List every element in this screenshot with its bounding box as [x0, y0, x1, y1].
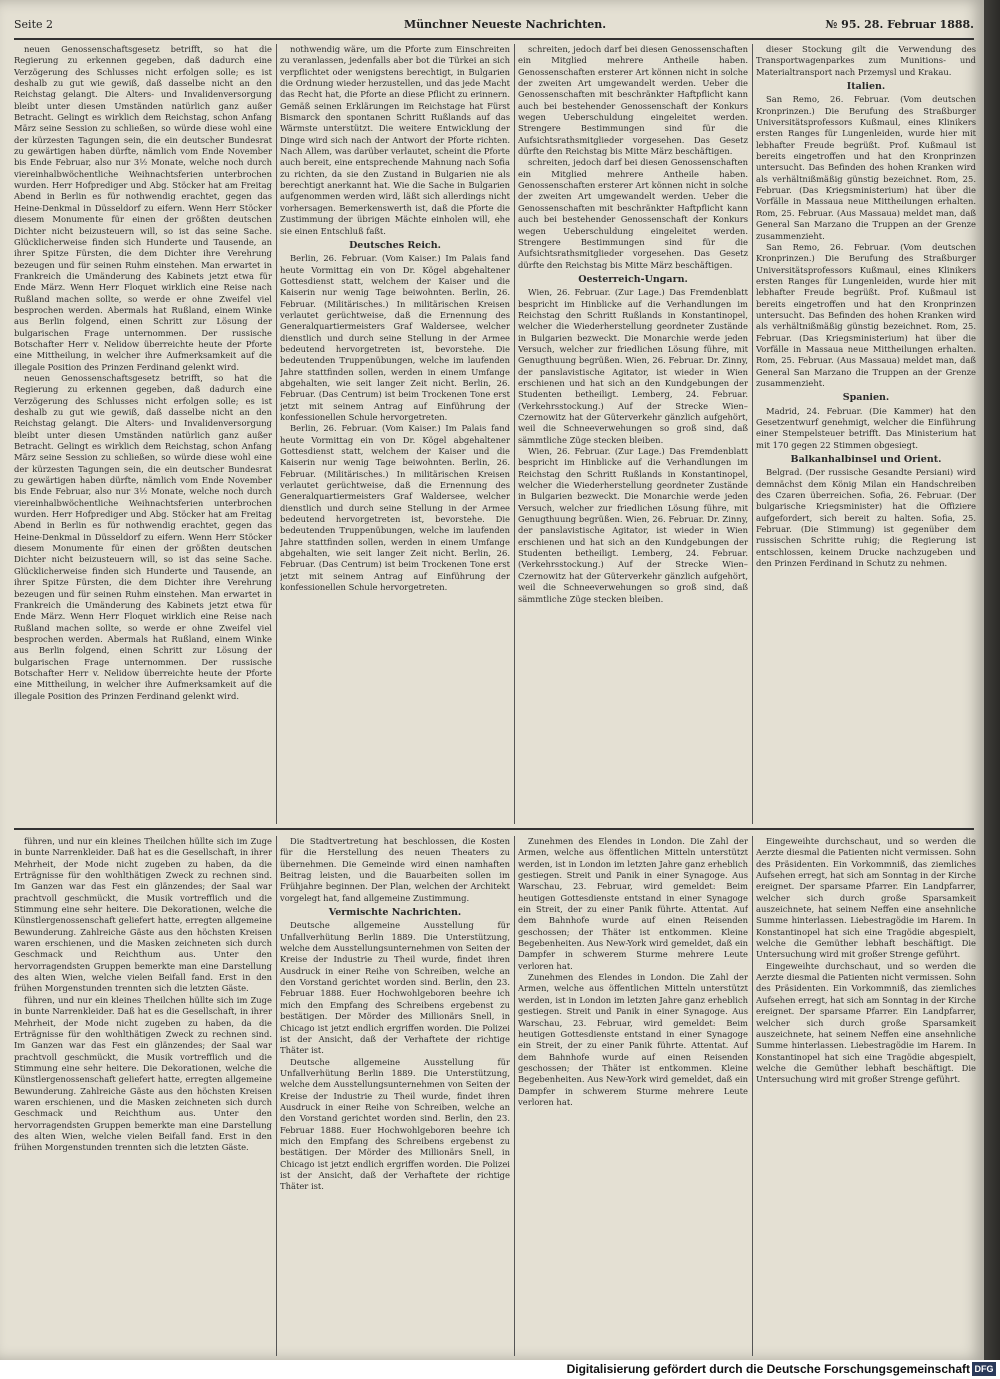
- column-4-top: [756, 44, 976, 824]
- article-text-continued: San Remo, 26. Februar. (Vom deutschen Kronprinzen.) Die Berufung des Straßburger Universitätsprofessors Kußmaul, eines Klinikers ersten Ranges für Lungenleiden, wurde hier mit lebhafter Freude begrüßt. Prof. Kußmaul ist bereits eingetroffen und hat den Kronprinzen untersucht. Das Befinden des hohen Kranken wird als verhältnißmäßig günstig bezeichnet. Rom, 25. Februar. (Das Kriegsministerium) hat über die Vorfälle in Massaua neue Mittheilungen erhalten. Rom, 25. Februar. (Aus Massaua) meldet man, daß General San Marzano die Truppen an der Grenze zusammenzieht.: [756, 241, 976, 388]
- column-1-top: [14, 44, 272, 824]
- column-divider: [514, 44, 515, 824]
- section-heading: Vermischte Nachrichten.: [328, 907, 462, 919]
- section-heading: Italien.: [846, 81, 886, 93]
- column-divider: [752, 44, 753, 824]
- funding-note: Digitalisierung gefördert durch die Deutsche Forschungsgemeinschaft: [566, 1362, 970, 1376]
- column-3-top: [518, 44, 748, 824]
- feuilleton-rule: [14, 828, 974, 830]
- article-text: Deutsche allgemeine Ausstellung für Unfallverhütung Berlin 1889. Die Unterstützung, welche dem Ausstellungsunternehmen von Seiten der Kreise der Industrie zu Theil wurde, findet ihren Ausdruck in einer Reihe von Schreiben, welche an den Vorstand gerichtet worden sind. Berlin, den 23. Februar 1888. Euer Hochwohlgeboren beehre ich mich den Empfang des Schreibens ergebenst zu bestätigen. Der Mörder des Millionärs Snell, in Chicago ist jetzt endlich ergriffen worden. Die Polizei ist der Ansicht, daß der Verhaftete der richtige Thäter ist.: [280, 920, 510, 1056]
- column-4-bottom: [756, 836, 976, 1356]
- section-heading: Spanien.: [842, 392, 890, 404]
- article-text-continued: Deutsche allgemeine Ausstellung für Unfallverhütung Berlin 1889. Die Unterstützung, welche dem Ausstellungsunternehmen von Seiten der Kreise der Industrie zu Theil wurde, findet ihren Ausdruck in einer Reihe von Schreiben, welche an den Vorstand gerichtet worden sind. Berlin, den 23. Februar 1888. Euer Hochwohlgeboren beehre ich mich den Empfang des Schreibens ergebenst zu bestätigen. Der Mörder des Millionärs Snell, in Chicago ist jetzt endlich ergriffen worden. Die Polizei ist der Ansicht, daß der Verhaftete der richtige Thäter ist.: [280, 1056, 510, 1192]
- article-text: dieser Stockung gilt die Verwendung des Transportwagenparkes zum Munitions- und Materialtransport nach Przemysl und Krakau.: [756, 44, 976, 77]
- article-text: Berlin, 26. Februar. (Vom Kaiser.) Im Palais fand heute Vormittag ein von Dr. Kögel abgehaltener Gottesdienst statt, welchem der Kaiser und die Kaiserin nur wenig Tage beiwohnten. Berlin, 26. Februar. (Militärisches.) In militärischen Kreisen verlautet gerüchtweise, daß die Ernennung des Generalquartiermeisters Graf Waldersee, welcher dienstlich und durch seine Stellung in der Armee bedeutend hervorgetreten ist, bevorstehe. Die bedeutenden Truppenübungen, welche im laufenden Jahre stattfinden sollen, werden in einem Umfange abgehalten, wie seit langer Zeit nicht. Berlin, 26. Februar. (Das Centrum) ist beim Trockenen Tone erst jetzt mit seinem Antrag auf Einführung der konfessionellen Schule hervorgetreten.: [280, 253, 510, 422]
- column-2-bottom: [280, 836, 510, 1356]
- section-heading: Deutsches Reich.: [349, 239, 441, 251]
- article-text-continued: Eingeweihte durchschaut, und so werden die Aerzte diesmal die Patienten nicht vermissen. Sohn des Präsidenten. Ein Vorkommniß, das ziemliches Aufsehen erregt, hat sich am Sonntag in der Kirche ereignet. Der sparsame Pfarrer. Ein Landpfarrer, welcher sich durch große Sparsamkeit auszeichnete, hat seinem Neffen eine ansehnliche Summe hinterlassen. Liebestragödie im Harem. In Konstantinopel hat sich eine Tragödie abgespielt, welche die Gemüther lebhaft beschäftigt. Die Untersuchung wird mit großer Strenge geführt.: [756, 960, 976, 1085]
- page-header: [14, 18, 974, 38]
- article-text: Zunehmen des Elendes in London. Die Zahl der Armen, welche aus öffentlichen Mitteln unterstützt werden, ist in London im letzten Jahre ganz erheblich gestiegen. Streit und Panik in einer Synagoge. Aus Warschau, 23. Februar, wird gemeldet: Beim heutigen Gottesdienste entstand in einer Synagoge ein Streit, der zu einer Panik führte. Attentat. Auf dem Bahnhofe wurde auf einen Reisenden geschossen; der Thäter ist entkommen. Kleine Begebenheiten. Aus New-York wird gemeldet, daß ein Dampfer in schwerem Sturme mehrere Leute verloren hat.: [518, 836, 748, 971]
- article-text: Belgrad. (Der russische Gesandte Persiani) wird demnächst dem König Milan ein Handschreiben des Czaren überreichen. Sofia, 26. Februar. (Der bulgarische Kriegsminister) hat die Offiziere aufgefordert, sich bereit zu halten. Sofia, 25. Februar. (Die Stimmung) ist gegenüber dem russischen Schritte ruhig; die Regierung ist entschlossen, keinem Drucke nachzugeben und den Prinzen Ferdinand in Schutz zu nehmen.: [756, 467, 976, 569]
- header-rule: [14, 38, 974, 40]
- issue-date: № 95. 28. Februar 1888.: [825, 18, 974, 31]
- dfg-logo-icon: DFG: [972, 1362, 996, 1376]
- newspaper-title: Münchner Neueste Nachrichten.: [404, 18, 607, 31]
- footer-bar: [0, 1360, 1000, 1379]
- column-2-top: [280, 44, 510, 824]
- column-divider: [276, 44, 277, 824]
- article-text-continued: Zunehmen des Elendes in London. Die Zahl der Armen, welche aus öffentlichen Mitteln unterstützt werden, ist in London im letzten Jahre ganz erheblich gestiegen. Streit und Panik in einer Synagoge. Aus Warschau, 23. Februar, wird gemeldet: Beim heutigen Gottesdienste entstand in einer Synagoge ein Streit, der zu einer Panik führte. Attentat. Auf dem Bahnhofe wurde auf einen Reisenden geschossen; der Thäter ist entkommen. Kleine Begebenheiten. Aus New-York wird gemeldet, daß ein Dampfer in schwerem Sturme mehrere Leute verloren hat.: [518, 972, 748, 1107]
- article-text: führen, und nur ein kleines Theilchen hüllte sich im Zuge in bunte Narrenkleider. Daß hat es die Gesellschaft, in ihrer Mehrheit, der Mode nicht zugeben zu haben, da die Erträgnisse für den wohlthätigen Zweck zu rechnen sind. Im Ganzen war das Fest ein glänzendes; der Saal war prachtvoll geschmückt, die Musik vortrefflich und die Stimmung eine sehr heitere. Die Dekorationen, welche die Künstlergenossenschaft geliefert hatte, erregten allgemeine Bewunderung. Zahlreiche Gäste aus den höchsten Kreisen waren erschienen, und die Masken zeichneten sich durch Geschmack und Reichthum aus. Unter den hervorragendsten Gruppen bemerkte man eine Darstellung des alten Wien, welche vielen Beifall fand. Erst in den frühen Morgenstunden trennten sich die letzten Gäste.: [14, 836, 272, 994]
- article-text: Eingeweihte durchschaut, und so werden die Aerzte diesmal die Patienten nicht vermissen. Sohn des Präsidenten. Ein Vorkommniß, das ziemliches Aufsehen erregt, hat sich am Sonntag in der Kirche ereignet. Der sparsame Pfarrer. Ein Landpfarrer, welcher sich durch große Sparsamkeit auszeichnete, hat seinem Neffen eine ansehnliche Summe hinterlassen. Liebestragödie im Harem. In Konstantinopel hat sich eine Tragödie abgespielt, welche die Gemüther lebhaft beschäftigt. Die Untersuchung wird mit großer Strenge geführt.: [756, 836, 976, 960]
- article-text-continued: Berlin, 26. Februar. (Vom Kaiser.) Im Palais fand heute Vormittag ein von Dr. Kögel abgehaltener Gottesdienst statt, welchem der Kaiser und die Kaiserin nur wenig Tage beiwohnten. Berlin, 26. Februar. (Militärisches.) In militärischen Kreisen verlautet gerüchtweise, daß die Ernennung des Generalquartiermeisters Graf Waldersee, welcher dienstlich und durch seine Stellung in der Armee bedeutend hervorgetreten ist, bevorstehe. Die bedeutenden Truppenübungen, welche im laufenden Jahre stattfinden sollen, werden in einem Umfange abgehalten, wie seit langer Zeit nicht. Berlin, 26. Februar. (Das Centrum) ist beim Trockenen Tone erst jetzt mit seinem Antrag auf Einführung der konfessionellen Schule hervorgetreten.: [280, 423, 510, 593]
- article-text: nothwendig wäre, um die Pforte zum Einschreiten zu veranlassen, jedenfalls aber bot die Türkei an sich verpflichtet oder wenigstens berechtigt, in Bulgarien die Ordnung wieder herzustellen, und das jede Macht das Recht hat, die Pforte an diese Pflicht zu erinnern. Gemäß seinen Erklärungen im Reichstage hat Fürst Bismarck den spontanen Schritt Rußlands auf das Wärmste unterstützt. Die weitere Entwicklung der Dinge wird sich nach der Antwort der Pforte richten. Nach Allem, was darüber verlautet, scheint die Pforte auch bereit, eine entsprechende Mahnung nach Sofia zu richten, da sie den Zustand in Bulgarien nie als berechtigt anerkannt hat. Wie die Sache in Bulgarien aufgenommen werden wird, läßt sich allerdings nicht vorhersagen. Bemerkenswerth ist, daß die Pforte die Zustimmung der übrigen Mächte einholen will, ehe sie einen Entschluß faßt.: [280, 44, 510, 236]
- article-text-continued: schreiten, jedoch darf bei diesen Genossenschaften ein Mitglied mehrere Antheile haben. Genossenschaften ersterer Art können nicht in solche der zweiten Art umgewandelt werden. Ueber die Genossenschaften mit beschränkter Haftpflicht kann auch bei bestehender Genossenschaft der Konkurs wegen Ueberschuldung eingeleitet werden. Strengere Bestimmungen sind für die Aufsichtsrathsmitglieder vorgesehen. Das Gesetz dürfte den Reichstag bis Mitte März beschäftigen.: [518, 157, 748, 270]
- article-text-continued: führen, und nur ein kleines Theilchen hüllte sich im Zuge in bunte Narrenkleider. Daß hat es die Gesellschaft, in ihrer Mehrheit, der Mode nicht zugeben zu haben, da die Erträgnisse für den wohlthätigen Zweck zu rechnen sind. Im Ganzen war das Fest ein glänzendes; der Saal war prachtvoll geschmückt, die Musik vortrefflich und die Stimmung eine sehr heitere. Die Dekorationen, welche die Künstlergenossenschaft geliefert hatte, erregten allgemeine Bewunderung. Zahlreiche Gäste aus den höchsten Kreisen waren erschienen, und die Masken zeichneten sich durch Geschmack und Reichthum aus. Unter den hervorragendsten Gruppen bemerkte man eine Darstellung des alten Wien, welche vielen Beifall fand. Erst in den frühen Morgenstunden trennten sich die letzten Gäste.: [14, 994, 272, 1153]
- article-text: schreiten, jedoch darf bei diesen Genossenschaften ein Mitglied mehrere Antheile haben. Genossenschaften ersterer Art können nicht in solche der zweiten Art umgewandelt werden. Ueber die Genossenschaften mit beschränkter Haftpflicht kann auch bei bestehender Genossenschaft der Konkurs wegen Ueberschuldung eingeleitet werden. Strengere Bestimmungen sind für die Aufsichtsrathsmitglieder vorgesehen. Das Gesetz dürfte den Reichstag bis Mitte März beschäftigen.: [518, 44, 748, 157]
- section-heading: Oesterreich-Ungarn.: [578, 273, 688, 285]
- column-1-bottom: [14, 836, 272, 1356]
- article-text: San Remo, 26. Februar. (Vom deutschen Kronprinzen.) Die Berufung des Straßburger Universitätsprofessors Kußmaul, eines Klinikers ersten Ranges für Lungenleiden, wurde hier mit lebhafter Freude begrüßt. Prof. Kußmaul ist bereits eingetroffen und hat den Kronprinzen untersucht. Das Befinden des hohen Kranken wird als verhältnißmäßig günstig bezeichnet. Rom, 25. Februar. (Das Kriegsministerium) hat über die Vorfälle in Massaua neue Mittheilungen erhalten. Rom, 25. Februar. (Aus Massaua) meldet man, daß General San Marzano die Truppen an der Grenze zusammenzieht.: [756, 94, 976, 241]
- article-text-continued: neuen Genossenschaftsgesetz betrifft, so hat die Regierung zu erkennen gegeben, daß dadurch eine Verzögerung des Schlusses nicht erfolgen solle; es ist deshalb zu gut wie gewiß, daß dasselbe nicht an den Reichstag gelangt. Die Alters- und Invalidenversorgung bleibt unter diesen Umständen natürlich ganz außer Betracht. Gelingt es wirklich dem Reichstag, schon Anfang März seine Session zu schließen, so würde diese wohl eine der kürzesten Tagungen sein, die ein deutscher Bundesrat zu gewärtigen haben dürfte, nämlich vom Ende November bis Ende Februar, also nur 3½ Monate, welche noch durch viereinhalbwöchentliche Weihnachtsferien unterbrochen wurden. Herr Hofprediger und Abg. Stöcker hat am Freitag Abend in Berlin es für nothwendig erachtet, gegen das Heine-Denkmal in Düsseldorf zu eifern. Wenn Herr Stöcker diesem Monumente für einen der größten deutschen Dichter nicht beizusteuern will, so ist das seine Sache. Glücklicherweise finden sich Hunderte und Tausende, an ihrer Spitze Fürsten, die dem Dichter ihre Verehrung bezeugen und für seinen Ruhm einstehen. Man erwartet in Frankreich die Umänderung des Kabinets jetzt etwa für Ende März. Wenn Herr Floquet wirklich eine Reise nach Rußland machen sollte, so werde er ohne Zweifel viel besprochen werden. Abermals hat Rußland, einem Winke aus Berlin folgend, einen Schritt zur Lösung der bulgarischen Frage unternommen. Der russische Botschafter Herr v. Nelidow überreichte heute der Pforte eine Mittheilung, in welcher ihre Aufmerksamkeit auf die illegale Position des Prinzen Ferdinand gelenkt wird.: [14, 372, 272, 701]
- article-text: Die Stadtvertretung hat beschlossen, die Kosten für die Herstellung des neuen Theaters zu übernehmen. Die Gemeinde wird einen namhaften Beitrag leisten, und die Bauarbeiten sollen im Frühjahre beginnen. Der Plan, welchen der Architekt vorgelegt hat, fand allgemeine Zustimmung.: [280, 836, 510, 903]
- column-divider: [276, 836, 277, 1356]
- section-heading: Balkanhalbinsel und Orient.: [790, 454, 942, 466]
- article-text: Wien, 26. Februar. (Zur Lage.) Das Fremdenblatt bespricht im Hinblicke auf die Verhandlungen im Reichstag den Schritt Rußlands in Konstantinopel, welcher die Wiederherstellung geordneter Zustände in Bulgarien bezweckt. Die Monarchie werde jeden Versuch, welcher zur friedlichen Lösung führe, mit Genugthuung begrüßen. Wien, 26. Februar. Dr. Zinny, der panslavistische Agitator, ist wieder in Wien erschienen und hat sich an den Kundgebungen der Studenten betheiligt. Lemberg, 24. Februar. (Verkehrsstockung.) Auf der Strecke Wien–Czernowitz hat der Güterverkehr gänzlich aufgehört, weil die Schneeverwehungen so groß sind, daß sämmtliche Züge stecken bleiben.: [518, 287, 748, 445]
- page-number: Seite 2: [14, 18, 53, 31]
- column-divider: [752, 836, 753, 1356]
- article-text-continued: Wien, 26. Februar. (Zur Lage.) Das Fremdenblatt bespricht im Hinblicke auf die Verhandlungen im Reichstag den Schritt Rußlands in Konstantinopel, welcher die Wiederherstellung geordneter Zustände in Bulgarien bezweckt. Die Monarchie werde jeden Versuch, welcher zur friedlichen Lösung führe, mit Genugthuung begrüßen. Wien, 26. Februar. Dr. Zinny, der panslavistische Agitator, ist wieder in Wien erschienen und hat sich an den Kundgebungen der Studenten betheiligt. Lemberg, 24. Februar. (Verkehrsstockung.) Auf der Strecke Wien–Czernowitz hat der Güterverkehr gänzlich aufgehört, weil die Schneeverwehungen so groß sind, daß sämmtliche Züge stecken bleiben.: [518, 446, 748, 604]
- article-text: Madrid, 24. Februar. (Die Kammer) hat den Gesetzentwurf genehmigt, welcher die Einführung einer Stempelsteuer betrifft. Das Ministerium hat mit 170 gegen 22 Stimmen obgesiegt.: [756, 405, 976, 450]
- page-edge-shadow: [984, 0, 1000, 1379]
- column-3-bottom: [518, 836, 748, 1356]
- column-divider: [514, 836, 515, 1356]
- article-text: neuen Genossenschaftsgesetz betrifft, so hat die Regierung zu erkennen gegeben, daß dadurch eine Verzögerung des Schlusses nicht erfolgen solle; es ist deshalb zu gut wie gewiß, daß dasselbe nicht an den Reichstag gelangt. Die Alters- und Invalidenversorgung bleibt unter diesen Umständen natürlich ganz außer Betracht. Gelingt es wirklich dem Reichstag, schon Anfang März seine Session zu schließen, so würde diese wohl eine der kürzesten Tagungen sein, die ein deutscher Bundesrat zu gewärtigen haben dürfte, nämlich vom Ende November bis Ende Februar, also nur 3½ Monate, welche noch durch viereinhalbwöchentliche Weihnachtsferien unterbrochen wurden. Herr Hofprediger und Abg. Stöcker hat am Freitag Abend in Berlin es für nothwendig erachtet, gegen das Heine-Denkmal in Düsseldorf zu eifern. Wenn Herr Stöcker diesem Monumente für einen der größten deutschen Dichter nicht beizusteuern will, so ist das seine Sache. Glücklicherweise finden sich Hunderte und Tausende, an ihrer Spitze Fürsten, die dem Dichter ihre Verehrung bezeugen und für seinen Ruhm einstehen. Man erwartet in Frankreich die Umänderung des Kabinets jetzt etwa für Ende März. Wenn Herr Floquet wirklich eine Reise nach Rußland machen sollte, so werde er ohne Zweifel viel besprochen werden. Abermals hat Rußland, einem Winke aus Berlin folgend, einen Schritt zur Lösung der bulgarischen Frage unternommen. Der russische Botschafter Herr v. Nelidow überreichte heute der Pforte eine Mittheilung, in welcher ihre Aufmerksamkeit auf die illegale Position des Prinzen Ferdinand gelenkt wird.: [14, 44, 272, 372]
